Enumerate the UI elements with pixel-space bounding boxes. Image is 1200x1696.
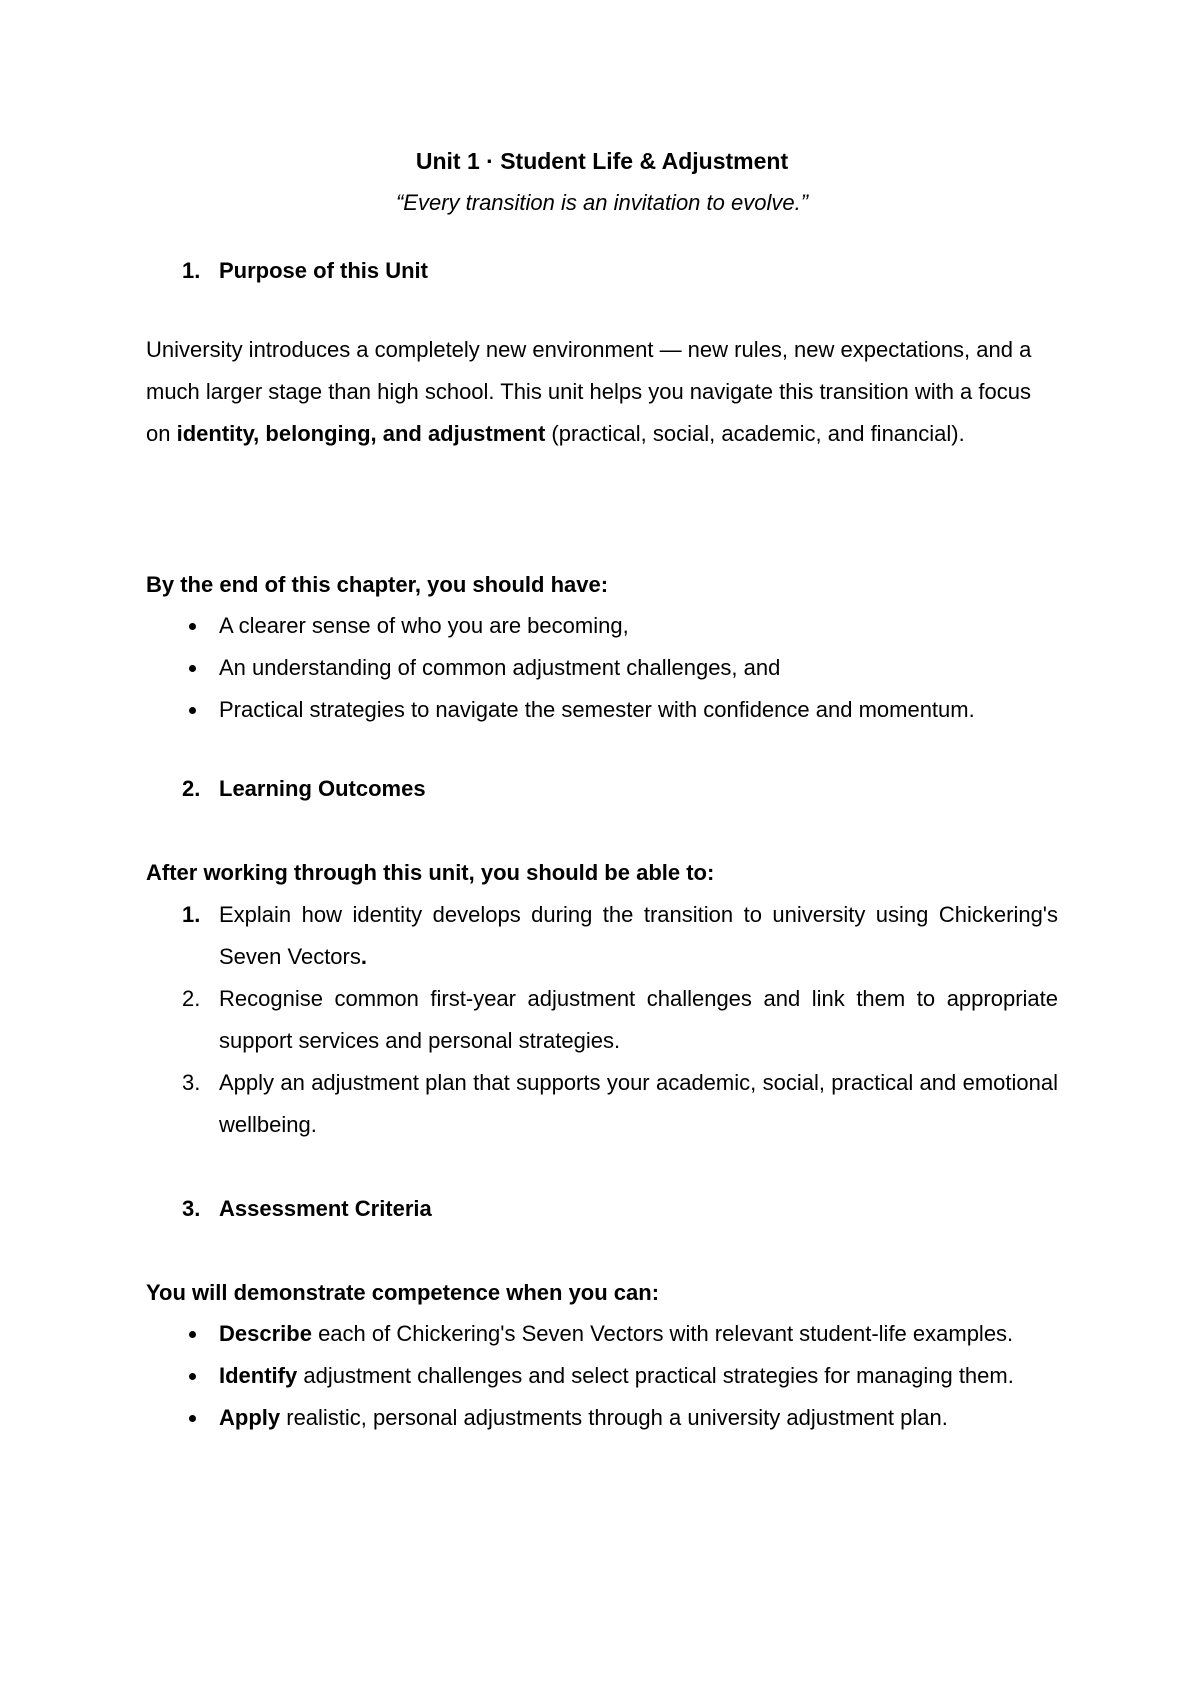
purpose-text-1: University introduces a completely new environment — new rules, new expectations, and a much larger stage than high school. This unit helps you navigate this transition with a focus on (146, 337, 1032, 446)
list-item-text: each of Chickering's Seven Vectors with relevant student-life examples. (311, 1321, 1014, 1346)
section-2-heading (146, 768, 1058, 810)
list-item (146, 1062, 1058, 1146)
purpose-text-2: (practical, social, academic, and financial). (545, 421, 965, 446)
assessment-criteria-list (146, 1313, 1058, 1439)
list-item-text: realistic, personal adjustments through a university adjustment plan. (280, 1405, 948, 1430)
learning-outcomes-list (146, 894, 1058, 1146)
list-item (146, 647, 1058, 689)
section-3-lead: You will demonstrate competence when you can: (146, 1280, 660, 1305)
list-item-end: . (360, 944, 367, 969)
section-2-title: Learning Outcomes (219, 776, 426, 801)
list-item-text: An understanding of common adjustment challenges, and (219, 655, 781, 680)
section-1-title: Purpose of this Unit (219, 258, 428, 283)
list-item (146, 689, 1058, 731)
unit-title: Unit 1 · Student Life & Adjustment (415, 148, 789, 174)
list-item (146, 1355, 1058, 1397)
list-item-bold: Describe (219, 1321, 312, 1346)
list-item (146, 1313, 1058, 1355)
list-marker: 2. (182, 986, 201, 1011)
list-item (146, 894, 1058, 978)
section-1-lead: By the end of this chapter, you should have: (146, 572, 609, 597)
section-1-number: 1. (182, 258, 201, 283)
list-item (146, 1397, 1058, 1439)
list-item-text: Apply an adjustment plan that supports your academic, social, practical and emotional wellbeing. (219, 1070, 1058, 1137)
section-2-lead: After working through this unit, you should be able to: (146, 860, 715, 885)
list-item-bold: Identify (219, 1363, 298, 1388)
list-item-text: Explain how identity develops during the transition to university using Chickering's Seven Vectors (219, 902, 1058, 969)
list-item-text: adjustment challenges and select practical strategies for managing them. (297, 1363, 1014, 1388)
purpose-text-bold: identity, belonging, and adjustment (176, 421, 546, 446)
list-item-text: Practical strategies to navigate the semester with confidence and momentum. (219, 697, 975, 722)
section-3-number: 3. (182, 1196, 201, 1221)
list-item (146, 605, 1058, 647)
list-item (146, 978, 1058, 1062)
list-marker: 3. (182, 1070, 201, 1095)
list-item-text: Recognise common first-year adjustment challenges and link them to appropriate support services and personal strategies. (219, 986, 1058, 1053)
list-marker: 1. (182, 902, 201, 927)
list-item-bold: Apply (219, 1405, 281, 1430)
purpose-paragraph (146, 329, 1058, 455)
section-1-bullets (146, 605, 1058, 731)
section-3-title: Assessment Criteria (219, 1196, 432, 1221)
section-1-heading (146, 250, 1058, 292)
section-3-heading (146, 1188, 1058, 1230)
section-2-number: 2. (182, 776, 201, 801)
unit-quote: “Every transition is an invitation to evolve.” (395, 190, 809, 215)
list-item-text: A clearer sense of who you are becoming, (219, 613, 629, 638)
